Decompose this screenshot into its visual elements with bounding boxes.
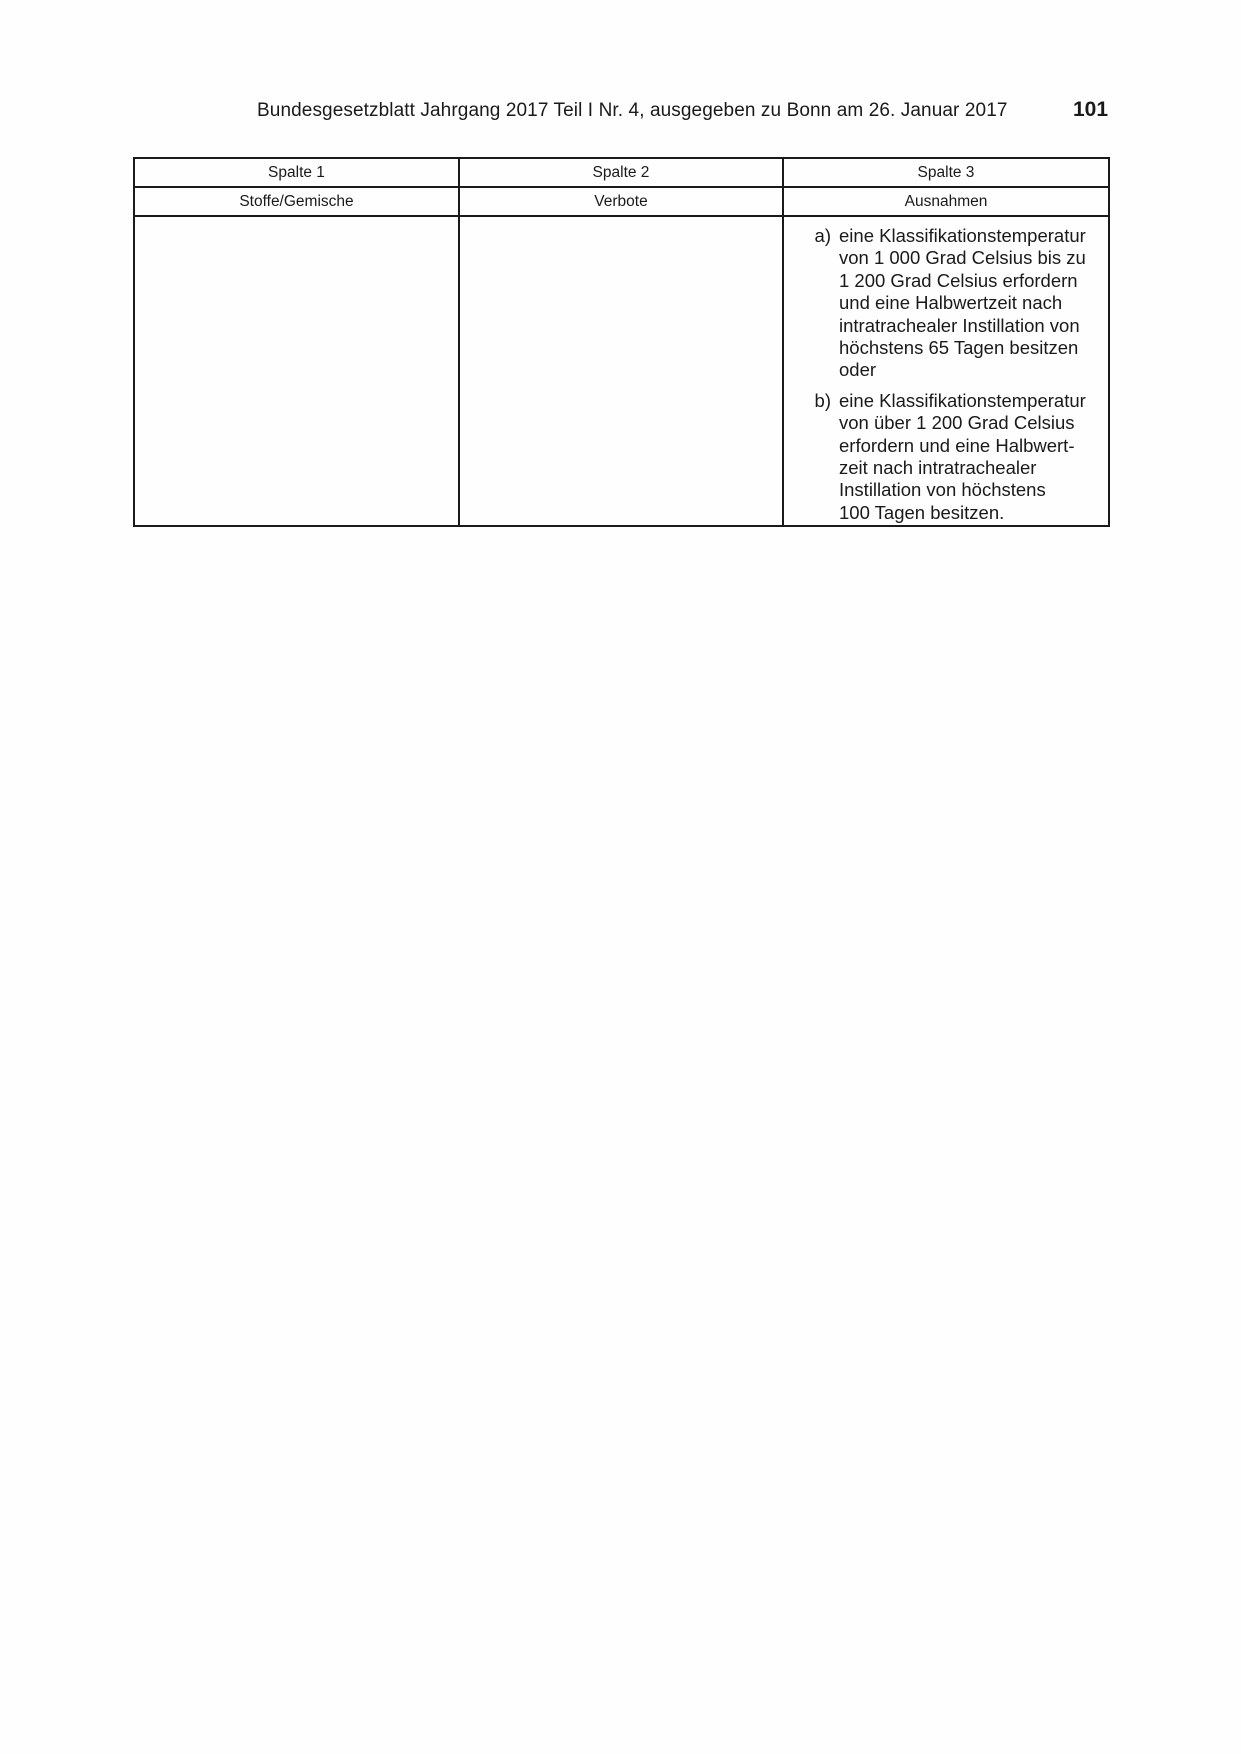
exception-item-a: [784, 225, 1108, 382]
item-text: eine Klassifikationstemperatur von über 1 200 Grad Celsius erfordern und eine Halbwert- zeit nach intratrachealer Instillation von höchstens 100 Tagen besitzen.: [839, 389, 1086, 523]
column-number-row: [134, 158, 1109, 187]
header-title: Bundesgesetzblatt Jahrgang 2017 Teil I Nr. 4, ausgegeben zu Bonn am 26. Januar 2017: [257, 100, 1008, 121]
column-title-exceptions: Ausnahmen: [783, 187, 1109, 216]
column-number-1: Spalte 1: [134, 158, 459, 187]
column-title-row: [134, 187, 1109, 216]
prohibitions-cell: [459, 216, 783, 526]
substances-cell: [134, 216, 459, 526]
exceptions-list: [784, 217, 1108, 524]
item-marker: a): [814, 225, 831, 246]
law-table: [133, 157, 1110, 527]
exception-item-b: [784, 390, 1108, 524]
table-row: [134, 216, 1109, 526]
page-header: [0, 98, 1241, 126]
page-number: 101: [1073, 98, 1109, 121]
column-title-substances: Stoffe/Gemische: [134, 187, 459, 216]
item-marker: b): [814, 389, 831, 411]
column-number-2: Spalte 2: [459, 158, 783, 187]
item-text: eine Klassifikationstemperatur von 1 000 Grad Celsius bis zu 1 200 Grad Celsius erfordern und eine Halbwertzeit nach intratrachealer Instillation von höchstens 65 Tagen besitzen oder: [839, 225, 1086, 381]
column-title-prohibitions: Verbote: [459, 187, 783, 216]
column-number-3: Spalte 3: [783, 158, 1109, 187]
exceptions-cell: [783, 216, 1109, 526]
